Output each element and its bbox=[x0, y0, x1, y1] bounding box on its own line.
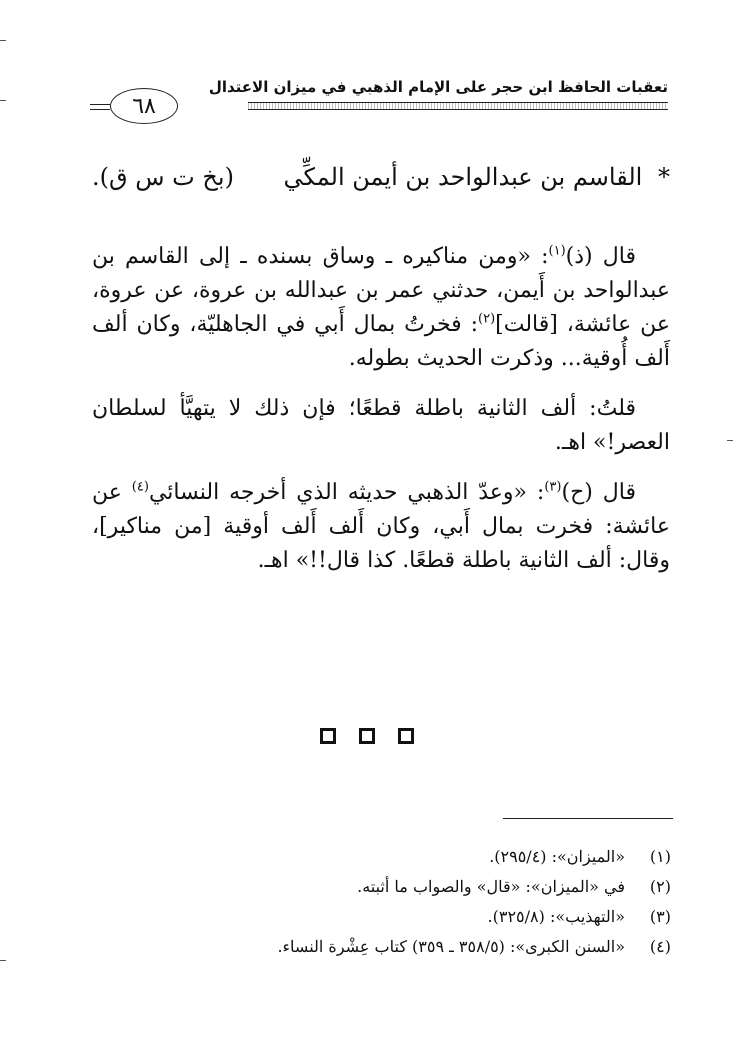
entry-name-group bbox=[284, 160, 670, 194]
running-header-title: تعقبات الحافظ ابن حجر على الإمام الذهبي في ميزان الاعتدال bbox=[208, 78, 668, 96]
scan-mark bbox=[0, 100, 6, 101]
paragraph-lead: قال (ح) bbox=[561, 480, 636, 505]
footnote-text: «التهذيب»: (٣٢٥/٨). bbox=[487, 907, 625, 926]
header-rule bbox=[248, 102, 668, 110]
paragraph-qultu bbox=[92, 392, 670, 460]
entry-name: القاسم بن عبدالواحد بن أيمن المكِّي bbox=[283, 163, 643, 191]
paragraph-hajar bbox=[92, 476, 670, 578]
paragraph-text: : فخرتُ بمال أَبي في الجاهليّة، وكان ألف أَلف أُوقية... وذكرت الحديث بطوله. bbox=[92, 312, 670, 371]
paragraph-text: : «ومن مناكيره ـ وساق بسنده ـ إلى القاسم بن عبدالواحد بن أَيمن، حدثني عمر بن عبدالله بن عروة، عن عروة، عن عائشة، [قالت] bbox=[92, 244, 671, 337]
footnote-number: (١) bbox=[649, 847, 671, 866]
footnote-text: في «الميزان»: «قال» والصواب ما أثبته. bbox=[357, 877, 625, 896]
footnote-number: (٣) bbox=[649, 907, 671, 926]
entry-star: * bbox=[658, 163, 670, 191]
paragraph-dhahabi bbox=[92, 240, 670, 376]
footnote-ref: (٢) bbox=[478, 311, 496, 327]
paragraph-lead: قلتُ bbox=[596, 396, 636, 421]
footnote-number: (٤) bbox=[649, 937, 671, 956]
footnotes bbox=[111, 842, 671, 962]
scan-mark bbox=[727, 440, 733, 441]
footnote-text: «الميزان»: (٢٩٥/٤). bbox=[489, 847, 625, 866]
footnote-text: «السنن الكبرى»: (٣٥٨/٥ ـ ٣٥٩) كتاب عِشْرة النساء. bbox=[277, 937, 625, 956]
paragraph-text: : «وعدّ الذهبي حديثه الذي أخرجه النسائي bbox=[148, 480, 545, 505]
paragraph-text: عن عائشة: فخرت بمال أَبي، وكان أَلف أَلف أوقية [من مناكير]، وقال: ألف الثانية باطلة قطعًا. كذا قال!!» اهـ. bbox=[92, 480, 670, 573]
section-end-ornament bbox=[0, 728, 733, 744]
footnote-ref: (٣) bbox=[544, 479, 562, 495]
ornament-square-icon bbox=[359, 728, 375, 744]
footnote-ref: (٤) bbox=[131, 479, 149, 495]
footnote-number: (٢) bbox=[649, 877, 671, 896]
footnote-item bbox=[111, 932, 671, 962]
footnote-ref: (١) bbox=[548, 243, 566, 259]
paragraph-lead: قال (ذ) bbox=[565, 244, 636, 269]
main-content bbox=[92, 160, 670, 594]
ornament-square-icon bbox=[320, 728, 336, 744]
page-number: ٦٨ bbox=[110, 88, 178, 124]
running-header bbox=[90, 74, 668, 130]
footnote-item bbox=[111, 872, 671, 902]
footnote-item bbox=[111, 842, 671, 872]
footnote-item bbox=[111, 902, 671, 932]
entry-codes: (بخ ت س ق). bbox=[92, 163, 234, 191]
header-rule-left bbox=[90, 104, 110, 110]
paragraph-text: : ألف الثانية باطلة قطعًا؛ فإن ذلك لا يتهيَّأ لسلطان العصر!» اهـ. bbox=[92, 396, 670, 455]
footnote-separator bbox=[503, 818, 673, 819]
entry-heading bbox=[92, 160, 670, 194]
ornament-square-icon bbox=[398, 728, 414, 744]
scan-mark bbox=[0, 960, 6, 961]
scan-mark bbox=[0, 40, 6, 41]
